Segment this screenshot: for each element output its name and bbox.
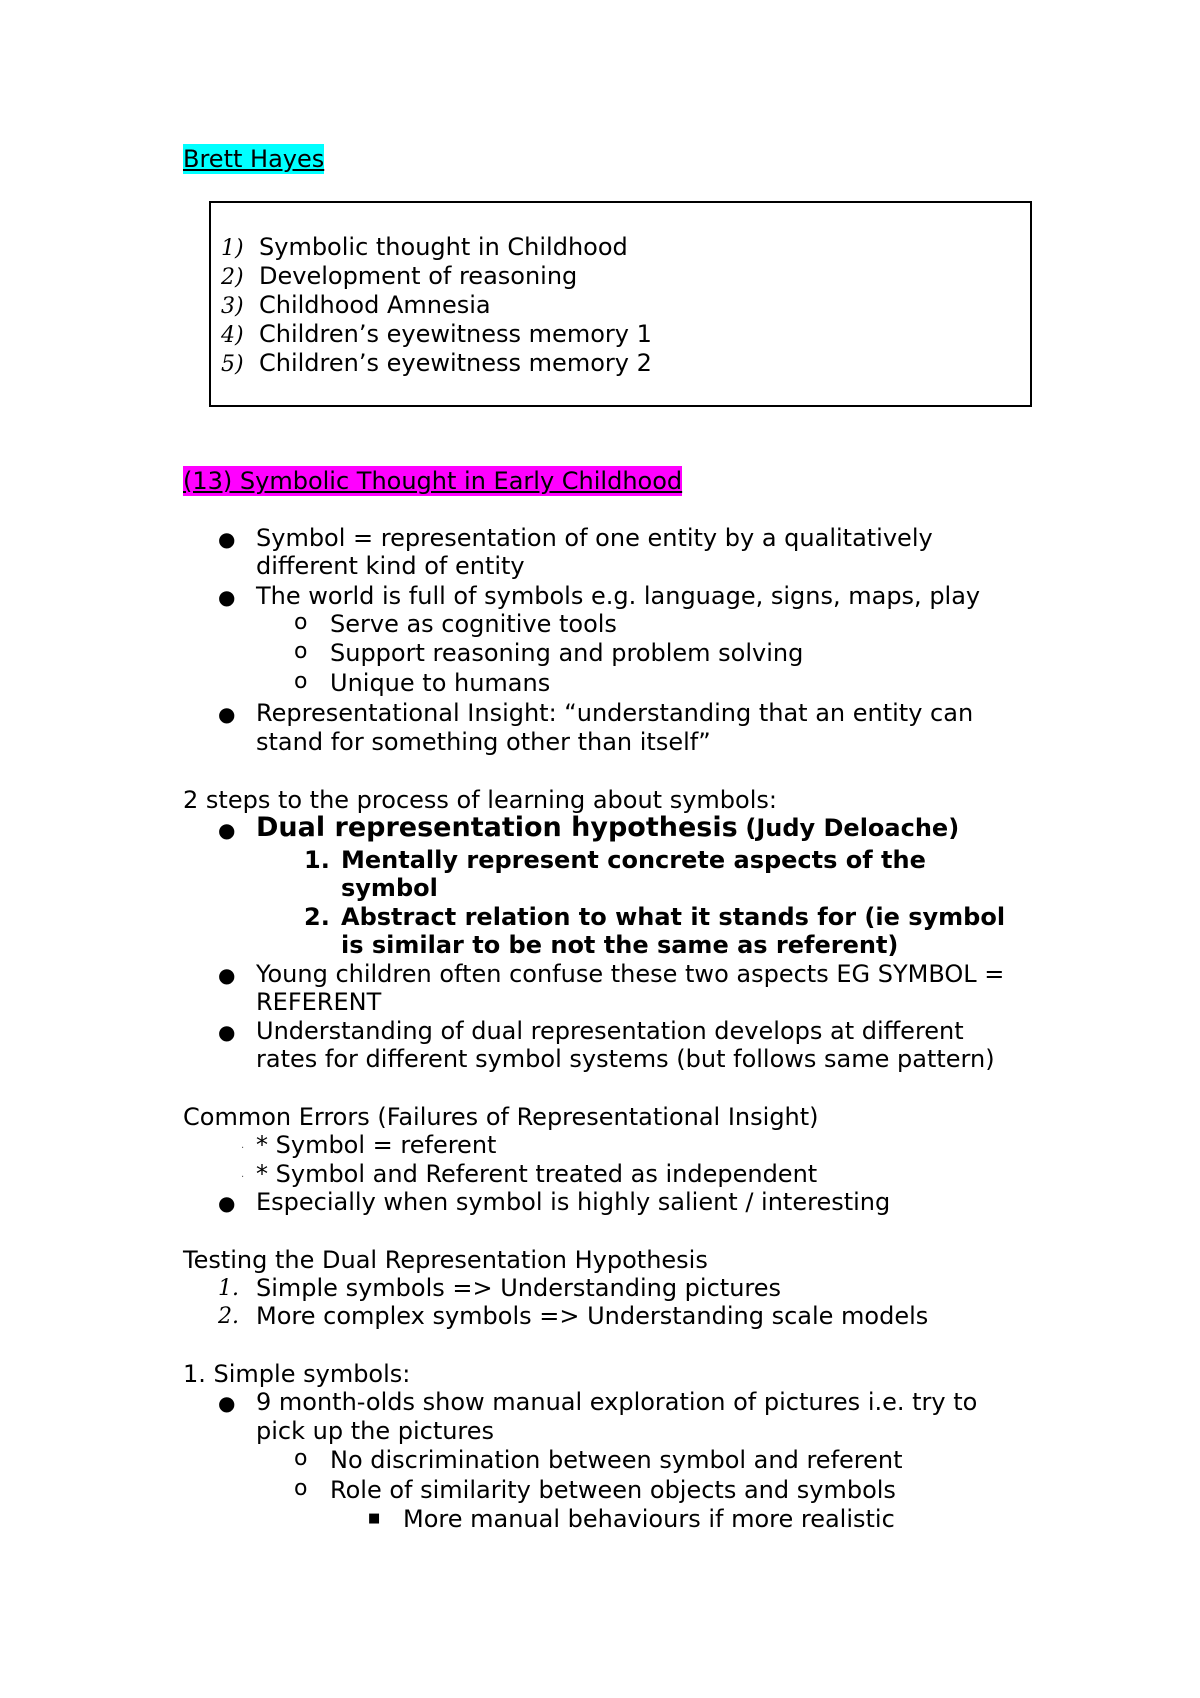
- sub-bullet-text: Serve as cognitive tools: [330, 610, 617, 638]
- circle-bullet-icon: o: [294, 1446, 308, 1471]
- toc-item: [221, 320, 652, 349]
- toc-box: [209, 201, 1032, 407]
- bullet-text: Understanding of dual representation develops at different: [256, 1017, 964, 1045]
- bullet-icon: ●: [218, 1191, 236, 1215]
- toc-label: Children’s eyewitness memory 2: [259, 349, 652, 377]
- hypothesis-title: [256, 813, 959, 843]
- hypothesis-name: Dual representation hypothesis: [256, 812, 738, 843]
- toc-item: [221, 349, 652, 378]
- numbered-item-text: Abstract relation to what it stands for (ie symbol: [341, 903, 1006, 931]
- sub-sub-bullet-text: More manual behaviours if more realistic: [403, 1505, 895, 1533]
- bullet-text: Symbol = representation of one entity by a qualitatively: [256, 524, 933, 552]
- paragraph-heading: 1. Simple symbols:: [183, 1360, 411, 1388]
- paragraph-heading: Testing the Dual Representation Hypothesis: [183, 1246, 708, 1274]
- author-name: Brett Hayes: [183, 145, 325, 173]
- list-item: * Symbol and Referent treated as independent: [256, 1160, 818, 1188]
- bullet-text: 9 month-olds show manual exploration of pictures i.e. try to: [256, 1388, 978, 1416]
- toc-list: [221, 233, 652, 378]
- paragraph-heading: Common Errors (Failures of Representational Insight): [183, 1103, 819, 1131]
- bullet-text: The world is full of symbols e.g. language, signs, maps, play: [256, 582, 981, 610]
- bullet-icon: ●: [218, 818, 236, 842]
- square-bullet-icon: ■: [368, 1511, 381, 1526]
- circle-bullet-icon: o: [294, 639, 308, 664]
- bullet-icon: ●: [218, 1391, 236, 1415]
- sub-bullet-text: Unique to humans: [330, 669, 551, 697]
- numbered-item-text: Mentally represent concrete aspects of the: [341, 846, 926, 874]
- list-number: 1.: [304, 846, 330, 874]
- bullet-icon: ●: [218, 1020, 236, 1044]
- bullet-icon: ●: [218, 963, 236, 987]
- sub-bullet-text: Role of similarity between objects and symbols: [330, 1476, 896, 1504]
- toc-number: 4): [221, 323, 244, 348]
- section-heading: (13) Symbolic Thought in Early Childhood: [183, 467, 683, 495]
- circle-bullet-icon: o: [294, 610, 308, 635]
- bullet-text: Especially when symbol is highly salient / interesting: [256, 1188, 891, 1216]
- toc-label: Development of reasoning: [259, 262, 578, 290]
- toc-item: [221, 262, 652, 291]
- toc-label: Symbolic thought in Childhood: [259, 233, 628, 261]
- toc-number: 3): [221, 294, 244, 319]
- toc-number: 2): [221, 265, 244, 290]
- bullet-icon: ●: [218, 585, 236, 609]
- toc-label: Childhood Amnesia: [259, 291, 491, 319]
- list-number: 2.: [218, 1304, 239, 1329]
- numbered-item-text-continued: symbol: [341, 874, 438, 902]
- toc-item: [221, 233, 652, 262]
- paragraph: 2 steps to the process of learning about symbols:: [183, 786, 777, 814]
- circle-bullet-icon: o: [294, 1476, 308, 1501]
- hypothesis-author: (Judy Deloache): [745, 814, 960, 842]
- list-number: 2.: [304, 903, 330, 931]
- bullet-text-continued: rates for different symbol systems (but follows same pattern): [256, 1045, 995, 1073]
- list-item: * Symbol = referent: [256, 1131, 497, 1159]
- bullet-text-continued: REFERENT: [256, 988, 382, 1016]
- bullet-icon: ●: [218, 527, 236, 551]
- toc-number: 1): [221, 236, 244, 261]
- numbered-item-text: More complex symbols => Understanding scale models: [256, 1302, 929, 1330]
- bullet-text: Representational Insight: “understanding that an entity can: [256, 699, 974, 727]
- bullet-text-continued: pick up the pictures: [256, 1417, 495, 1445]
- toc-label: Children’s eyewitness memory 1: [259, 320, 652, 348]
- dot-marker: .: [241, 1140, 245, 1151]
- bullet-icon: ●: [218, 702, 236, 726]
- numbered-item-text-continued: is similar to be not the same as referent): [341, 931, 899, 959]
- toc-number: 5): [221, 352, 244, 377]
- sub-bullet-text: No discrimination between symbol and referent: [330, 1446, 903, 1474]
- numbered-item-text: Simple symbols => Understanding pictures: [256, 1274, 782, 1302]
- dot-marker: .: [241, 1169, 245, 1180]
- bullet-text: Young children often confuse these two aspects EG SYMBOL =: [256, 960, 1005, 988]
- toc-item: [221, 291, 652, 320]
- bullet-text-continued: different kind of entity: [256, 552, 525, 580]
- sub-bullet-text: Support reasoning and problem solving: [330, 639, 804, 667]
- circle-bullet-icon: o: [294, 669, 308, 694]
- bullet-text-continued: stand for something other than itself”: [256, 728, 711, 756]
- list-number: 1.: [218, 1276, 239, 1301]
